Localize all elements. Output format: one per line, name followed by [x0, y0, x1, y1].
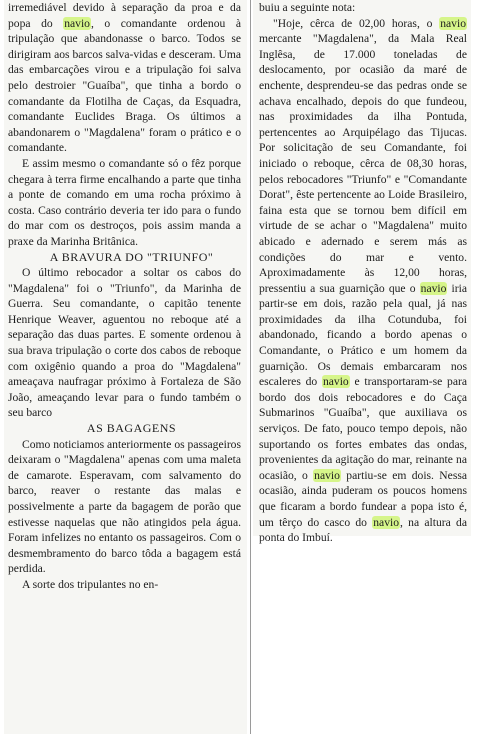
search-highlight: navio: [322, 375, 349, 389]
section-heading: AS BAGAGENS: [86, 421, 177, 436]
right-column: [253, 0, 471, 545]
search-highlight: navio: [314, 468, 340, 482]
article-paragraph: A sorte dos tripulantes no en-: [22, 577, 159, 591]
article-paragraph: Como noticiamos anteriormente os passageiros deixaram o "Magdalena" apenas com uma maleta de camarote. Esperavam, com salvamento do barco, reaver o restante das malas e possivelmente a parte da bagagem de porão que estivesse naquelas que não atingidos pela água. Foram infelizes no entanto os passageiros. Com o desmembramento do barco tôda a bagagem está perdida.: [8, 437, 241, 576]
article-paragraph: irremediável devido à separação da proa e da popa do navio, o comandante ordenou à tripulação que abandonasse o barco. Todos se dirigiram aos barcos salva-vidas e desceram. Uma das embarcações virou e a tripulação foi salva pelo destroier "Guaíba", que tinha a bordo o comandante da Flotilha de Caças, da Esquadra, comandante Euclides Braga. Os últimos a abandonarem o "Magdalena" foram o prático e o comandante.: [8, 1, 241, 155]
section-heading: A BRAVURA DO "TRIUNFO": [49, 249, 214, 264]
article-paragraph: O último rebocador a soltar os cabos do "Magdalena" foi o "Triunfo", da Marinha de Guerra. Seu comandante, o capitão tenente Henrique Weaver, aguentou no reboque até a separação das duas partes. E somente ordenou à sua brava tripulação o corte dos cabos de reboque com oxigênio quando a proa do "Magdalena" ameaçava naufragar próximo à Fortaleza de São João, ameaçando levar para o fundo também o seu barco: [8, 266, 241, 420]
search-highlight: navio: [440, 16, 466, 30]
article-paragraph: E assim mesmo o comandante só o fêz porque chegara à terra firme encalhando a parte que tinha a ponte de comando em uma rocha próximo à costa. Caso contrário deveria ter ido para o fundo do mar com os destroços, pois assim manda a praxe da Marinha Britânica.: [8, 156, 241, 248]
left-column: [4, 0, 247, 734]
search-highlight: navio: [373, 515, 400, 529]
article-paragraph: buiu a seguinte nota:: [259, 1, 356, 14]
article-paragraph: "Hoje, cêrca de 02,00 horas, o navio mercante "Magdalena", da Mala Real Inglêsa, de 17.000 toneladas de deslocamento, por ocasião da maré de enchente, desprendeu-se das pedras onde se achava encalhado, depois do que fundeou, nas proximidades da ilha Pontuda, pertencentes ao Arquipélago das Tijucas. Por solicitação de seu Comandante, foi iniciado o reboque, cêrca de 08,30 horas, pelos rebocadores "Triunfo" e "Comandante Dorat", êste pertencente ao Loide Brasileiro, faina esta que se tornou bem difícil em virtude de se achar o "Magdalena" muito abicado e adernado e serem más as condições do mar e vento. Aproximadamente às 12,00 horas, pressentiu a sua guarnição que o navio iria partir-se em dois, razão pela qual, já nas proximidades da ilha Cotunduba, foi abandonado, ficando a bordo apenas o Comandante, o Prático e um homem da guarnição. Os demais embarcaram nos escaleres do navio e transportaram-se para bordo dos dois rebocadores e do Caça Submarinos "Guaíba", que auxiliava os serviços. De fato, pouco tempo depois, não suportando os fortes embates das ondas, provenientes da agitação do mar, reinante na ocasião, o navio partiu-se em dois. Nessa ocasião, ainda puderam os poucos homens que ficaram a bordo fundear a popa isto é, um têrço do casco do navio, na altura da ponta do Imbuí.: [259, 16, 467, 545]
search-highlight: navio: [64, 16, 90, 30]
search-highlight: navio: [420, 281, 447, 295]
column-divider: [250, 0, 251, 734]
